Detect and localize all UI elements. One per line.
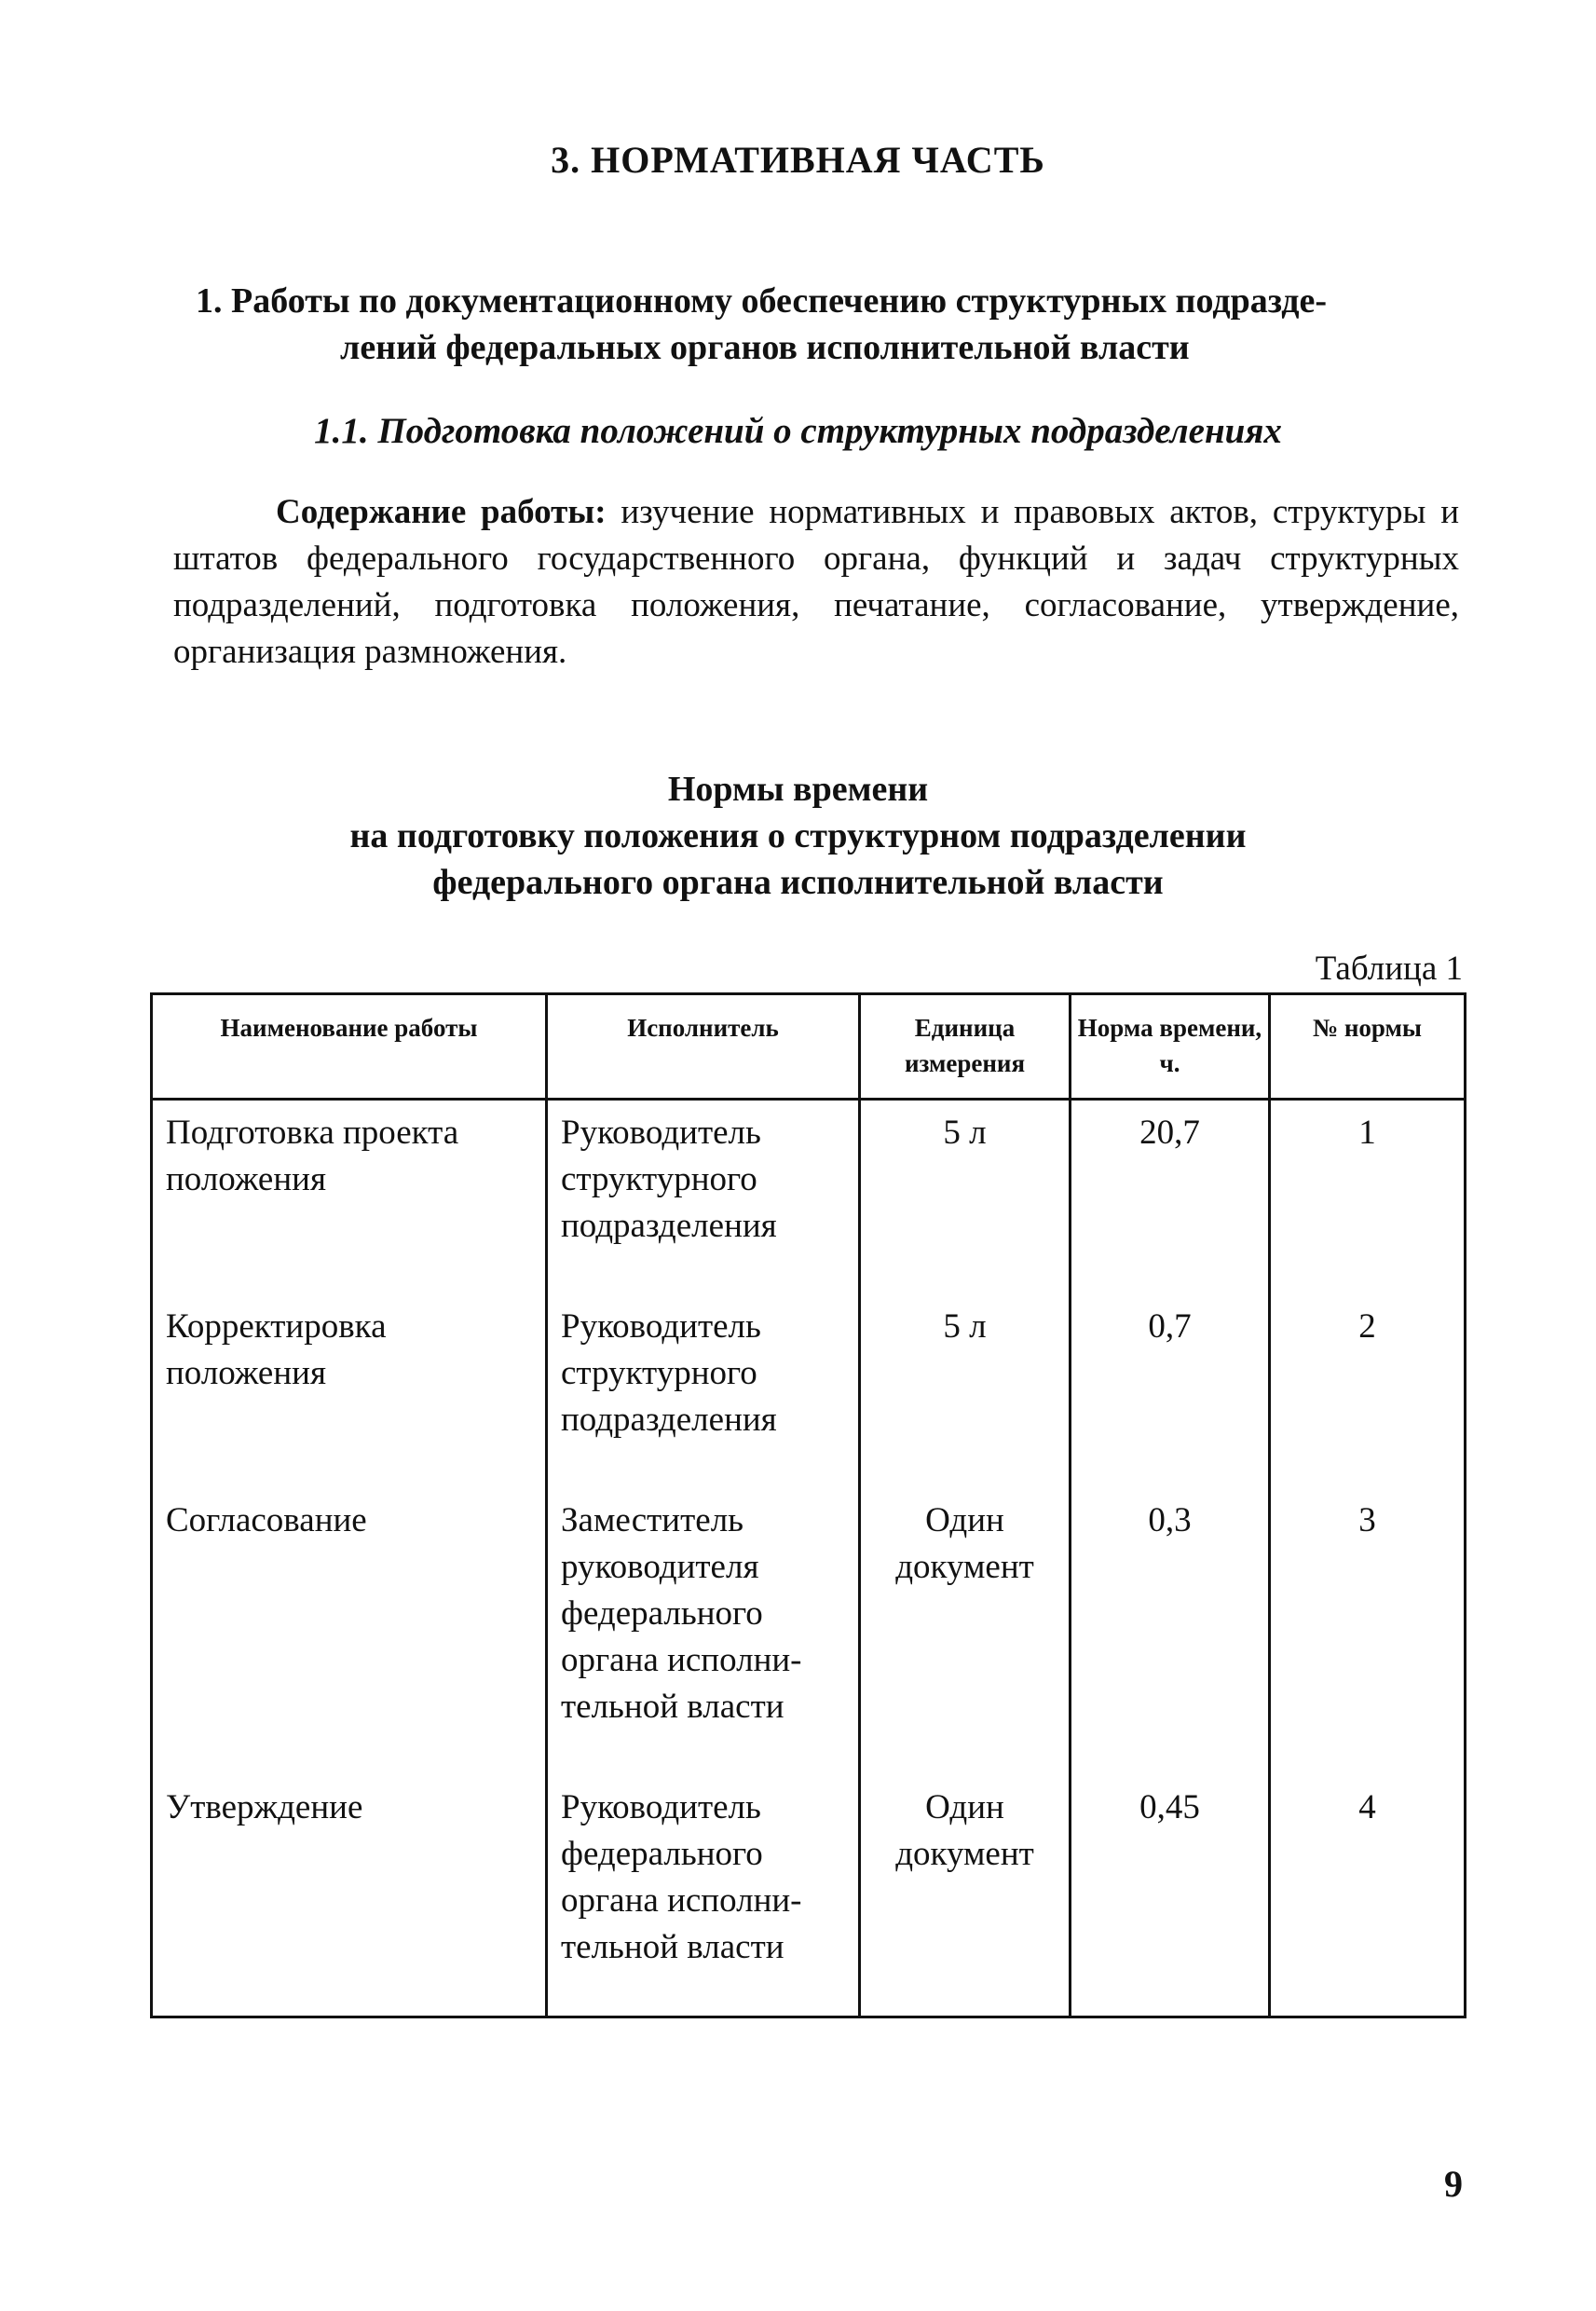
table-caption: Таблица 1 [1315,950,1463,988]
norms-title-line3: федерального органа исполнительной власти [432,863,1164,902]
cell-norm: 0,45 [1071,1775,1270,2017]
table-header-row [152,994,1466,1100]
section-heading: 3. НОРМАТИВНАЯ ЧАСТЬ [551,139,1045,181]
header-executor: Исполнитель [547,994,860,1100]
norms-title-line1: Нормы времени [667,770,929,809]
table-row [152,1100,1466,1295]
cell-work: Согласование [152,1488,547,1775]
subsection-heading-line1: 1. Работы по документационному обеспечению структурных подразде- [196,281,1328,321]
cell-executor: Руководитель федерального органа исполни-тельной власти [547,1775,860,2017]
cell-number: 2 [1270,1294,1466,1488]
page-number: 9 [1444,2163,1463,2205]
cell-number: 3 [1270,1488,1466,1775]
cell-unit: 5 л [860,1294,1071,1488]
norms-title [0,766,1596,906]
cell-unit: Один документ [860,1488,1071,1775]
cell-unit: Один документ [860,1775,1071,2017]
subsection-heading [186,278,1444,371]
cell-number: 1 [1270,1100,1466,1295]
norms-title-line2: на подготовку положения о структурном подразделении [349,816,1247,855]
content-paragraph [173,489,1459,676]
cell-norm: 0,3 [1071,1488,1270,1775]
table-row [152,1775,1466,2017]
header-work: Наименование работы [152,994,547,1100]
cell-unit: 5 л [860,1100,1071,1295]
header-number: № нормы [1270,994,1466,1100]
table-row [152,1294,1466,1488]
cell-work: Подготовка проекта положения [152,1100,547,1295]
cell-norm: 0,7 [1071,1294,1270,1488]
cell-executor: Руководитель структурного подразделения [547,1294,860,1488]
cell-work: Корректировка положения [152,1294,547,1488]
content-text: изучение нормативных и правовых актов, структуры и штатов федерального государственного органа, функций и задач структурных подразделений, подготовка положения, печатание, согласование, утверждение, организация размножения. [173,493,1460,671]
cell-number: 4 [1270,1775,1466,2017]
content-label: Содержание работы: [276,493,607,531]
subsection-heading-line2: лений федеральных органов исполнительной власти [340,328,1190,367]
cell-work: Утверждение [152,1775,547,2017]
cell-executor: Заместитель руководителя федерального органа исполни-тельной власти [547,1488,860,1775]
cell-norm: 20,7 [1071,1100,1270,1295]
header-norm: Норма времени, ч. [1071,994,1270,1100]
norms-table [150,992,1466,2018]
cell-executor: Руководитель структурного подразделения [547,1100,860,1295]
header-unit: Единица измерения [860,994,1071,1100]
item-heading: 1.1. Подготовка положений о структурных подразделениях [314,411,1282,451]
table-row [152,1488,1466,1775]
